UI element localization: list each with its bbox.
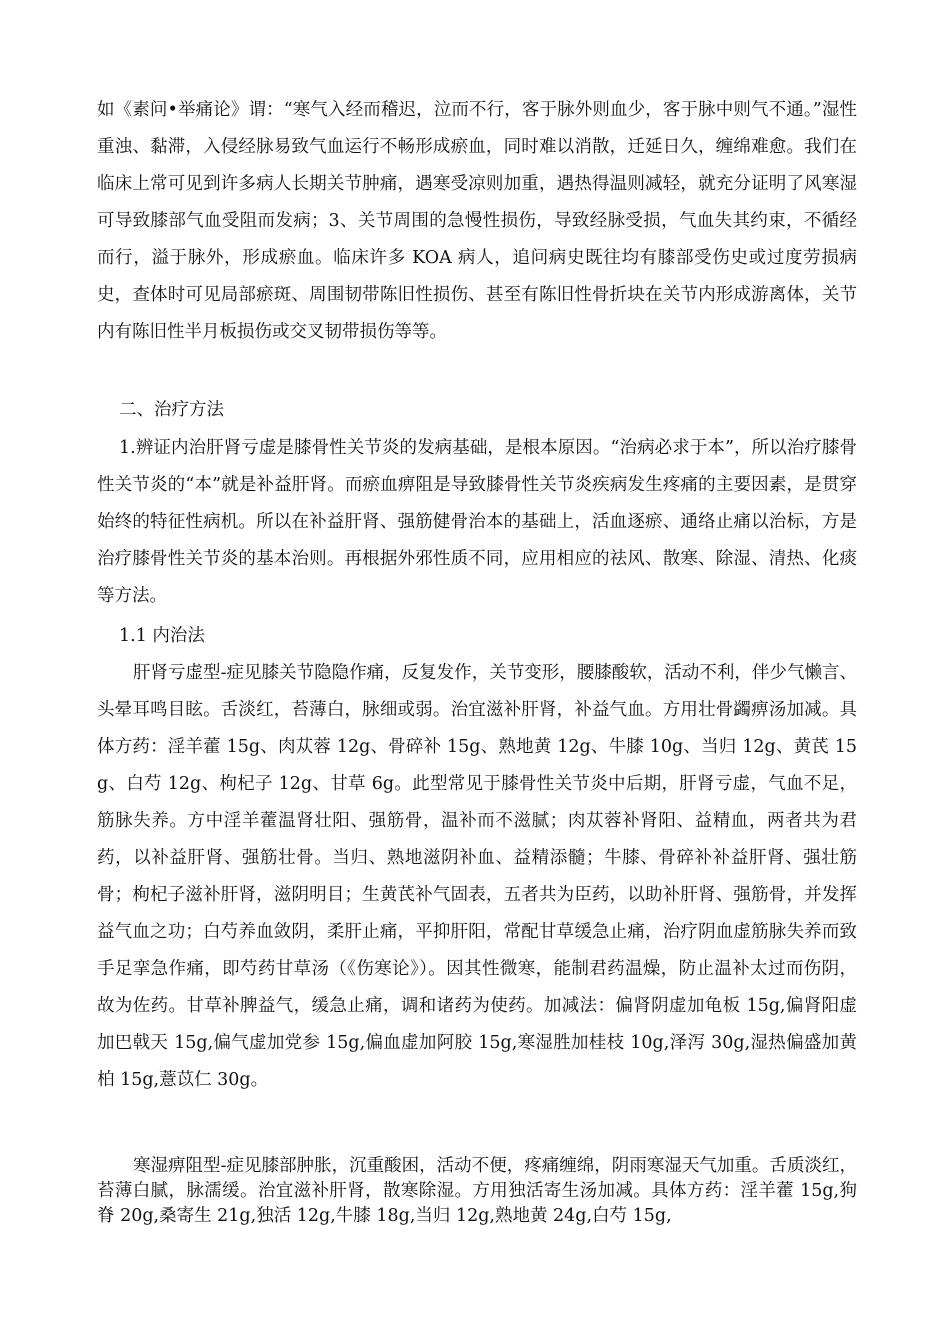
subheading-internal-method: 1.1 内治法 bbox=[119, 626, 205, 646]
paragraph-pathogenesis: 如《素问•举痛论》谓：“寒气入经而稽迟，泣而不行，客于脉外则血少，客于脉中则气不通。”湿性重浊、黏滞，入侵经脉易致气血运行不畅形成瘀血，同时难以消散，迁延日久，缠绵难愈。我们在临床上常可见到许多病人长期关节肿痛，遇寒受凉则加重，遇热得温则减轻，就充分证明了风寒湿可导致膝部气血受阻而发病；3、关节周围的急慢性损伤，导致经脉受损，气血失其约束，不循经而行，溢于脉外，形成瘀血。临床许多 KOA 病人，追问病史既往均有膝部受伤史或过度劳损病史，查体时可见局部瘀斑、周围韧带陈旧性损伤、甚至有陈旧性骨折块在关节内形成游离体，关节内有陈旧性半月板损伤或交叉韧带损伤等等。 bbox=[97, 100, 857, 342]
paragraph-liver-kidney-deficiency: 肝肾亏虚型-症见膝关节隐隐作痛，反复发作，关节变形，腰膝酸软，活动不利，伴少气懒言、头晕耳鸣目眩。舌淡红，苔薄白，脉细或弱。治宜滋补肝肾，补益气血。方用壮骨蠲痹汤加减。具体方药：淫羊藿 15g、肉苁蓉 12g、骨碎补 15g、熟地黄 12g、牛膝 10g、当归 12g、黄芪 15g、白芍 12g、枸杞子 12g、甘草 6g。此型常见于膝骨性关节炎中后期，肝肾亏虚，气血不足，筋脉失养。方中淫羊藿温肾壮阳、强筋骨，温补而不滋腻；肉苁蓉补肾阳、益精血，两者共为君药，以补益肝肾、强筋壮骨。当归、熟地滋阴补血、益精添髓；牛膝、骨碎补补益肝肾、强壮筋骨；枸杞子滋补肝肾，滋阴明目；生黄芪补气固表，五者共为臣药，以助补肝肾、强筋骨，并发挥益气血之功；白芍养血敛阴，柔肝止痛，平抑肝阳，常配甘草缓急止痛，治疗阴血虚筋脉失养而致手足挛急作痛，即芍药甘草汤（《伤寒论》）。因其性微寒，能制君药温燥，防止温补太过而伤阴，故为佐药。甘草补脾益气，缓急止痛，调和诸药为使药。加减法：偏肾阴虚加龟板 15g,偏肾阳虚加巴戟天 15g,偏气虚加党参 15g,偏血虚加阿胶 15g,寒湿胜加桂枝 10g,泽泻 30g,湿热偏盛加黄柏 15g,薏苡仁 30g。 bbox=[97, 663, 857, 1090]
paragraph-internal-treatment: 1.辨证内治肝肾亏虚是膝骨性关节炎的发病基础，是根本原因。“治病必求于本”，所以治疗膝骨性关节炎的“本”就是补益肝肾。而瘀血痹阻是导致膝骨性关节炎疾病发生疼痛的主要因素，是贯穿始终的特征性病机。所以在补益肝肾、强筋健骨治本的基础上，活血逐瘀、通络止痛以治标，方是治疗膝骨性关节炎的基本治则。再根据外邪性质不同，应用相应的祛风、散寒、除湿、清热、化痰等方法。 bbox=[97, 438, 857, 606]
section-heading-treatment: 二、治疗方法 bbox=[119, 400, 224, 420]
paragraph-cold-damp-obstruction: 寒湿痹阻型-症见膝部肿胀，沉重酸困，活动不便，疼痛缠绵，阴雨寒湿天气加重。舌质淡红，苔薄白腻，脉濡缓。治宜滋补肝肾，散寒除湿。方用独活寄生汤加减。具体方药：淫羊藿 15g,狗脊 20g,桑寄生 21g,独活 12g,牛膝 18g,当归 12g,熟地黄 24g,白芍 15g, bbox=[97, 1156, 857, 1226]
